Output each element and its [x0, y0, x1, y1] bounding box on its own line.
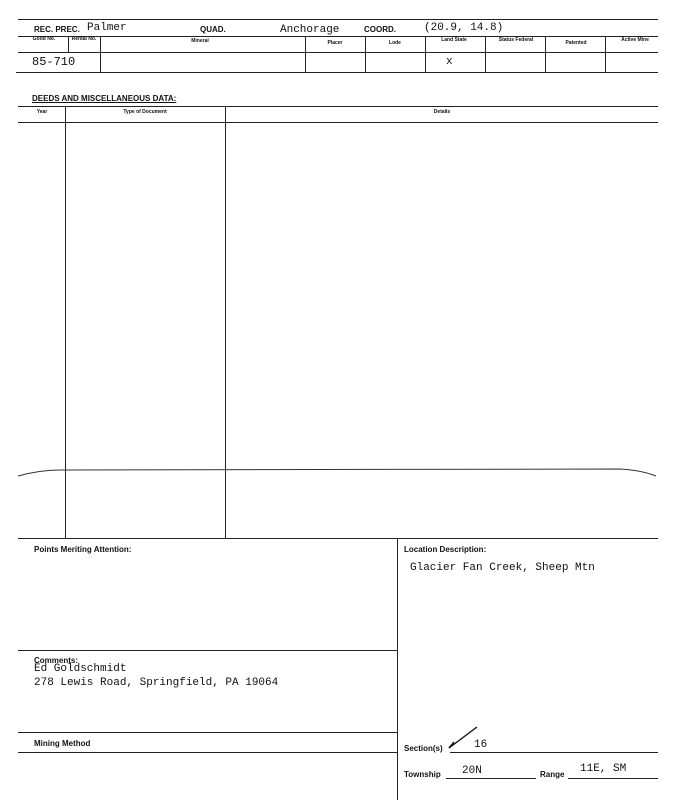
- location-value: Glacier Fan Creek, Sheep Mtn: [410, 562, 595, 574]
- points-label: Points Meriting Attention:: [34, 545, 132, 554]
- quad-value: Anchorage: [280, 24, 340, 36]
- range-value: 11E, SM: [580, 763, 627, 775]
- col-active-mine: Active Mine: [621, 37, 649, 43]
- deeds-section-title: DEEDS AND MISCELLANEOUS DATA:: [32, 94, 177, 103]
- bottom-center-divider: [397, 538, 398, 800]
- claim-divider-7: [545, 36, 546, 72]
- claim-divider-4: [365, 36, 366, 72]
- deeds-col-details: Details: [433, 109, 451, 115]
- col-land-state: Land State: [441, 37, 467, 43]
- page-fold-line: [0, 462, 678, 482]
- coord-label: COORD.: [364, 25, 396, 34]
- claim-divider-3: [305, 36, 306, 72]
- mining-method-label: Mining Method: [34, 739, 91, 748]
- claim-divider-2: [100, 36, 101, 72]
- header-column-top-rule: [18, 36, 658, 37]
- range-label: Range: [540, 770, 565, 779]
- claim-divider-6: [485, 36, 486, 72]
- rec-prec-value: Palmer: [87, 22, 127, 34]
- rec-prec-label: REC. PREC.: [34, 25, 80, 34]
- col-lode: Lode: [389, 40, 401, 46]
- header-top-rule: [18, 19, 658, 20]
- township-underline: [446, 778, 536, 779]
- claim-row-bottom-rule: [16, 72, 658, 73]
- deeds-bottom-rule: [18, 538, 658, 539]
- comments-label: Comments:: [34, 656, 79, 665]
- header-column-bottom-rule: [18, 52, 658, 53]
- claim-divider-1: [68, 36, 69, 52]
- col-rental-no: Rental No.: [71, 36, 97, 42]
- comments-line-2: 278 Lewis Road, Springfield, PA 19064: [34, 677, 279, 689]
- deeds-top-rule: [18, 106, 658, 107]
- section-label: Section(s): [404, 744, 443, 753]
- deeds-col-type: Type of Document: [123, 109, 167, 115]
- section-value: 16: [474, 739, 488, 751]
- township-label: Township: [404, 770, 441, 779]
- location-label: Location Description:: [404, 545, 487, 554]
- col-patented: Patented: [565, 40, 587, 46]
- comments-line-1: Ed Goldschmidt: [34, 663, 127, 675]
- claim-land-state-value: x: [446, 56, 453, 68]
- claim-good-no-value: 85-710: [32, 55, 76, 69]
- comments-bottom-rule: [18, 732, 397, 733]
- col-placer: Placer: [327, 40, 343, 46]
- col-mineral: Mineral: [191, 38, 209, 44]
- coord-value: (20.9, 14.8): [424, 22, 504, 34]
- quad-label: QUAD.: [200, 25, 226, 34]
- township-value: 20N: [462, 765, 482, 777]
- claim-divider-8: [605, 36, 606, 72]
- points-bottom-rule: [18, 650, 397, 651]
- deeds-col-year: Year: [36, 109, 48, 115]
- deeds-header-bottom-rule: [18, 122, 658, 123]
- section-underline: [450, 752, 658, 753]
- claim-divider-5: [425, 36, 426, 72]
- col-status-federal: Status Federal: [498, 37, 534, 43]
- mining-method-rule: [18, 752, 397, 753]
- col-good-no: Good No.: [32, 36, 56, 42]
- range-underline: [568, 778, 658, 779]
